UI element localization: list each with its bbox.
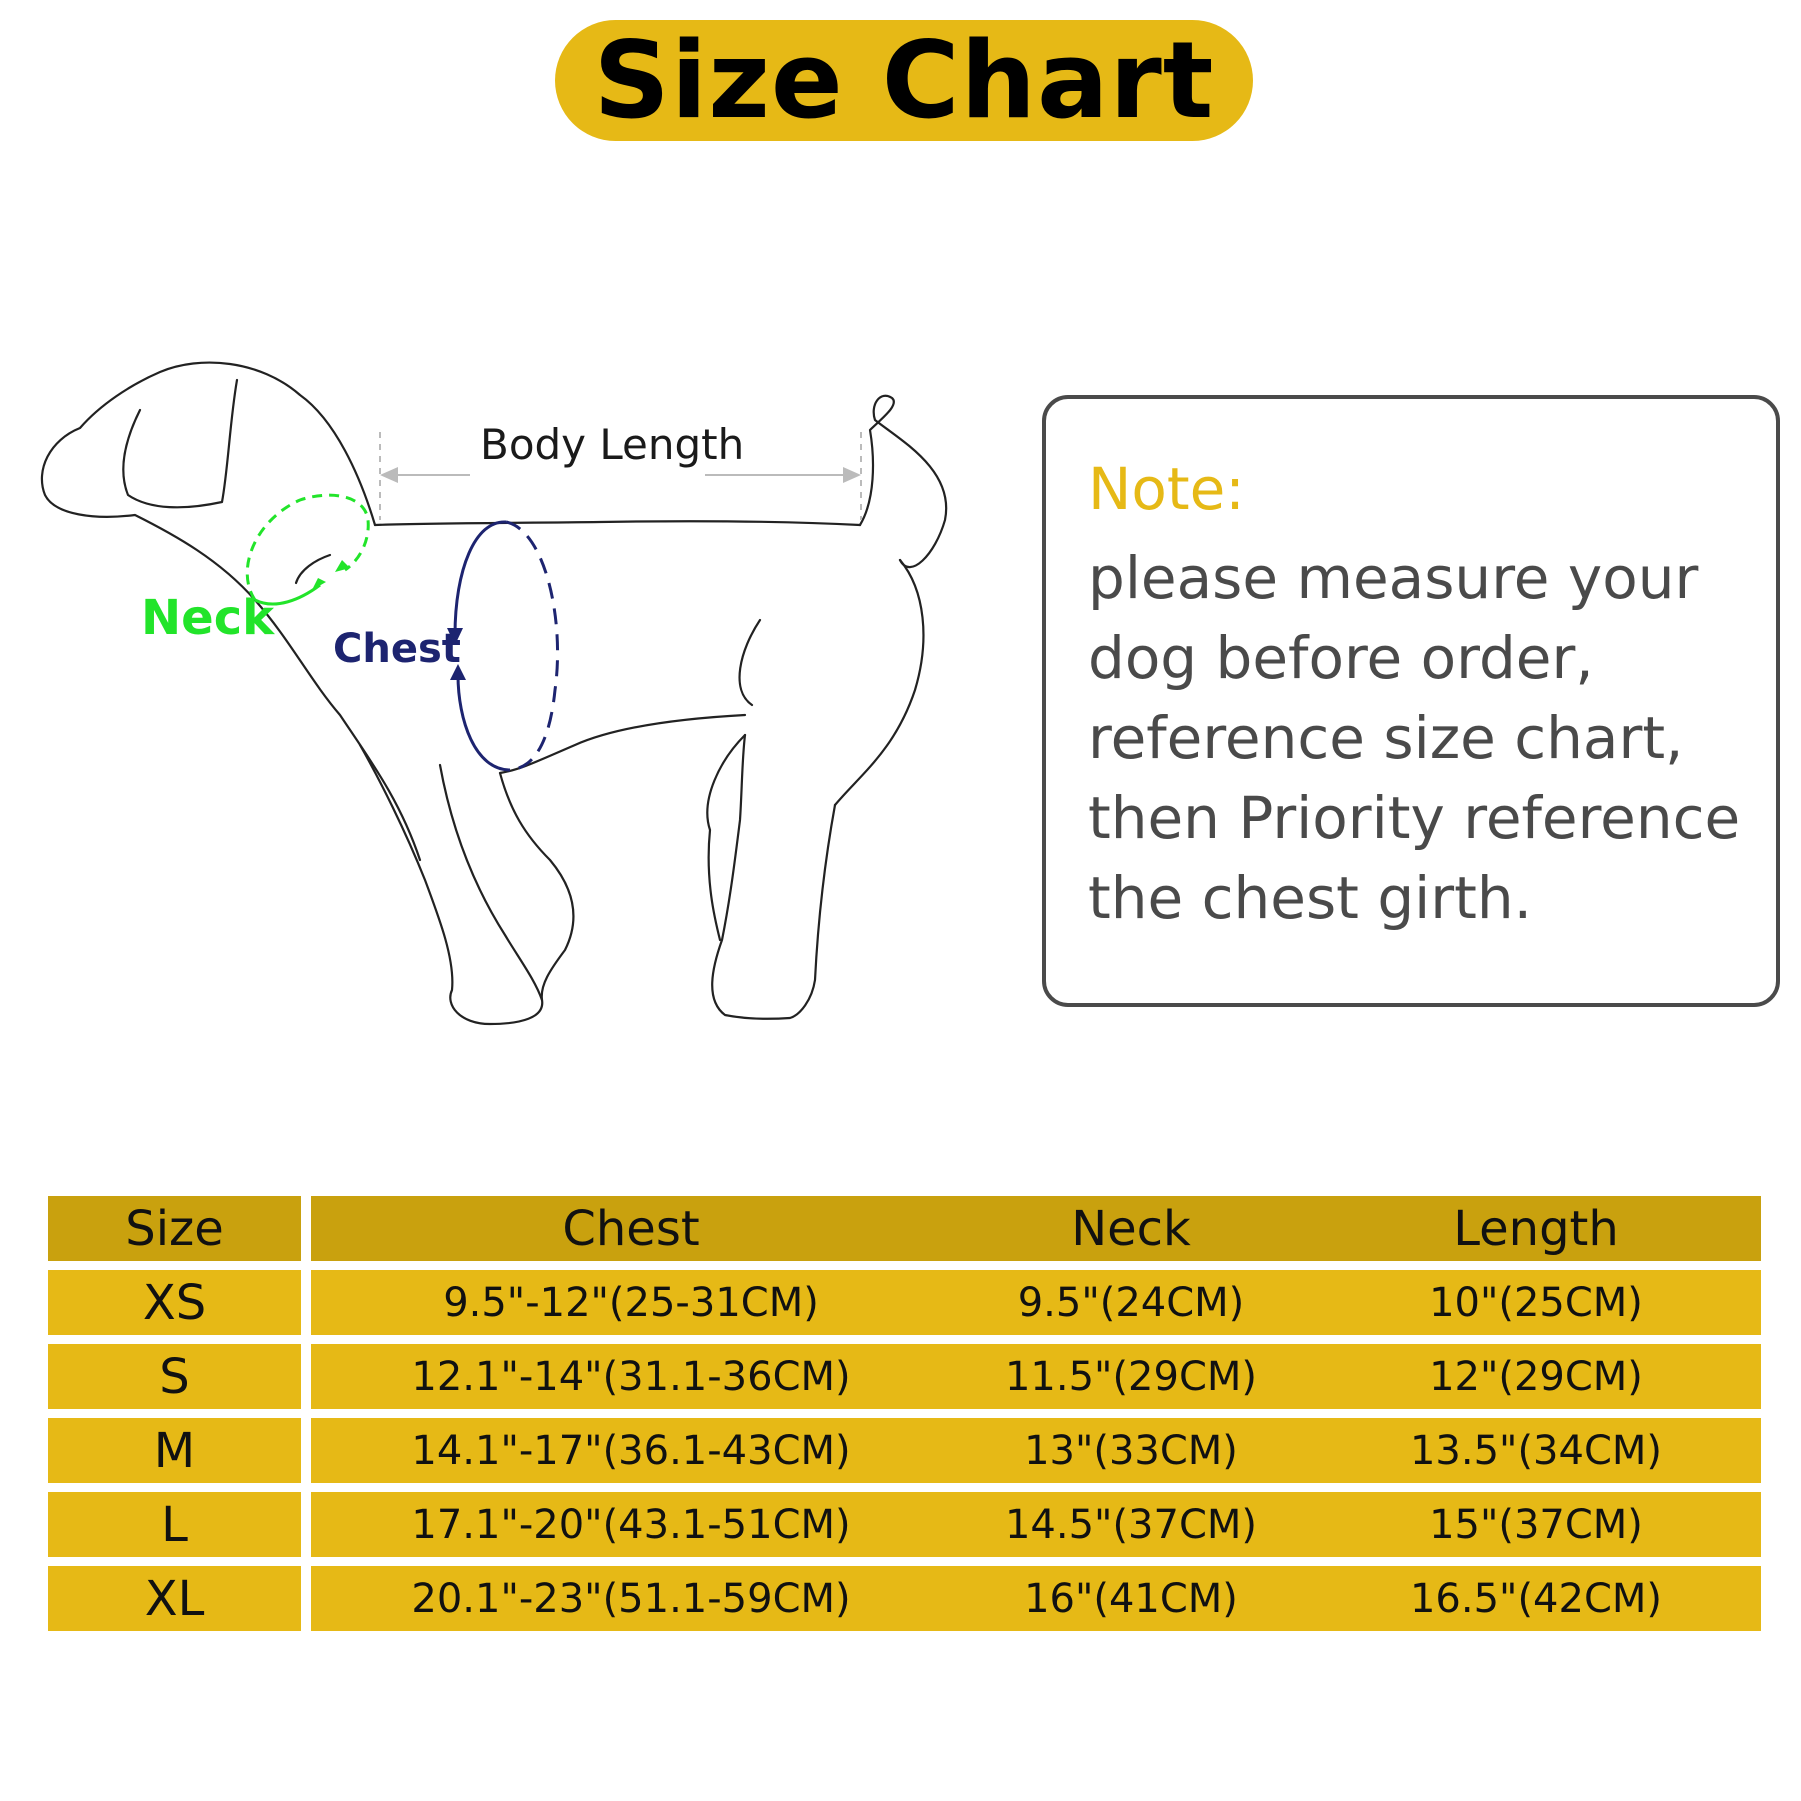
measure-cells <box>311 1270 1761 1335</box>
chest-cell: 12.1"-14"(31.1-36CM) <box>411 1353 851 1400</box>
note-line: please measure your <box>1088 544 1699 612</box>
note-line: the chest girth. <box>1088 864 1533 932</box>
size-cell: M <box>48 1418 301 1483</box>
length-cell: 13.5"(34CM) <box>1409 1427 1662 1474</box>
table-row <box>48 1566 1761 1631</box>
measure-cells <box>311 1566 1761 1631</box>
note-line: then Priority reference <box>1088 784 1741 852</box>
measure-cells <box>311 1492 1761 1557</box>
table-row <box>48 1344 1761 1409</box>
length-cell: 15"(37CM) <box>1429 1501 1643 1548</box>
size-cell: XS <box>48 1270 301 1335</box>
chest-cell: 9.5"-12"(25-31CM) <box>443 1279 819 1326</box>
body-length-label: Body Length <box>480 420 745 469</box>
chest-label: Chest <box>333 626 461 672</box>
chest-cell: 20.1"-23"(51.1-59CM) <box>411 1575 851 1622</box>
header-chest: Chest <box>562 1200 700 1257</box>
note-line: reference size chart, <box>1088 704 1684 772</box>
chest-cell: 17.1"-20"(43.1-51CM) <box>411 1501 851 1548</box>
neck-label: Neck <box>141 590 275 646</box>
header-measurements <box>311 1196 1761 1261</box>
note-heading: Note: <box>1088 455 1245 523</box>
size-cell: L <box>48 1492 301 1557</box>
measure-cells <box>311 1418 1761 1483</box>
length-cell: 10"(25CM) <box>1429 1279 1643 1326</box>
length-cell: 16.5"(42CM) <box>1409 1575 1662 1622</box>
size-table <box>48 1196 1761 1640</box>
length-cell: 12"(29CM) <box>1429 1353 1643 1400</box>
header-neck: Neck <box>1071 1200 1191 1257</box>
neck-cell: 16"(41CM) <box>1024 1575 1238 1622</box>
chest-cell: 14.1"-17"(36.1-43CM) <box>411 1427 851 1474</box>
neck-cell: 11.5"(29CM) <box>1004 1353 1257 1400</box>
neck-cell: 9.5"(24CM) <box>1017 1279 1245 1326</box>
neck-cell: 14.5"(37CM) <box>1004 1501 1257 1548</box>
neck-measure-ring <box>247 495 368 604</box>
neck-cell: 13"(33CM) <box>1024 1427 1238 1474</box>
table-row <box>48 1270 1761 1335</box>
chest-measure-ring <box>447 522 558 770</box>
header-length: Length <box>1453 1200 1619 1257</box>
page-title: Size Chart <box>593 18 1215 142</box>
table-row <box>48 1492 1761 1557</box>
note-body <box>1088 538 1768 938</box>
table-header-row <box>48 1196 1761 1261</box>
size-cell: XL <box>48 1566 301 1631</box>
note-line: dog before order, <box>1088 624 1594 692</box>
measure-cells <box>311 1344 1761 1409</box>
header-size: Size <box>48 1196 301 1261</box>
title-banner <box>555 20 1253 141</box>
table-row <box>48 1418 1761 1483</box>
size-cell: S <box>48 1344 301 1409</box>
